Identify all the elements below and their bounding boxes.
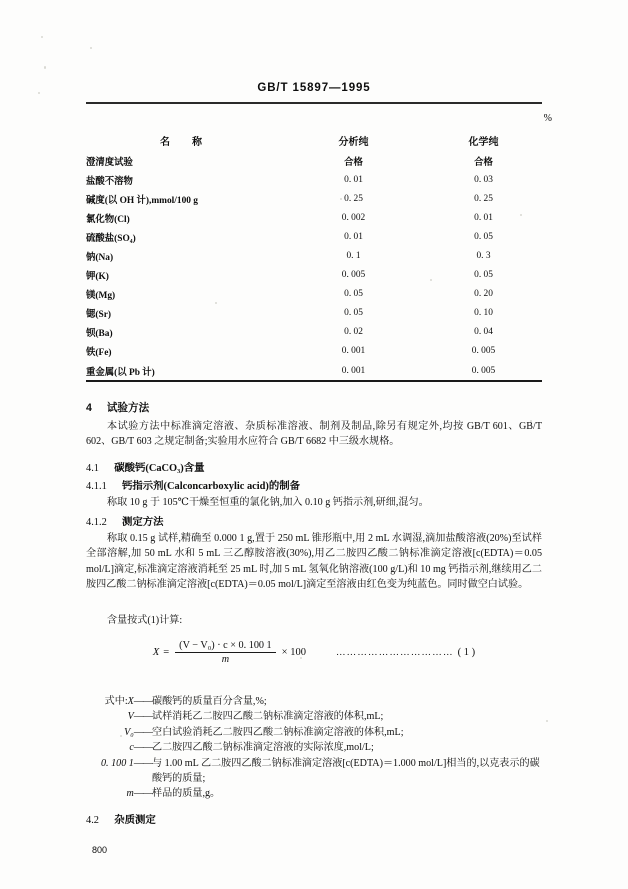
table-row: [86, 151, 542, 170]
section-4-1-number: 4.1: [86, 463, 99, 474]
section-4-1-2-title: 测定方法: [122, 517, 164, 528]
table-row: [86, 227, 542, 246]
table-cell-name: 澄清度试验: [86, 157, 133, 168]
definition-row: [86, 694, 542, 709]
definition-row: [86, 786, 542, 801]
section-4-title: 试验方法: [106, 402, 150, 414]
table-cell-name: 钡(Ba): [86, 329, 113, 340]
table-cell-analytical: 0. 001: [341, 346, 366, 357]
table-cell-analytical: 0. 05: [344, 289, 363, 300]
table-cell-name: 重金属(以 Pb 计): [86, 367, 155, 378]
section-4-1-1-body: 称取 10 g 于 105℃干燥至恒重的氯化钠,加入 0.10 g 钙指示剂,研细,混匀。: [107, 497, 429, 508]
formula-equals: =: [163, 647, 170, 658]
definition-symbol: V₀——: [124, 726, 152, 738]
table-row: [86, 361, 542, 380]
definition-symbol: 式中:X——: [104, 696, 152, 707]
definition-row: [86, 756, 542, 787]
definition-symbol: m——: [126, 788, 152, 800]
definition-symbol: 0. 100 1——: [101, 757, 152, 769]
table-cell-chemical: 0. 005: [471, 365, 496, 376]
formula-lhs: X: [152, 647, 160, 658]
table-cell-name: 锶(Sr): [86, 310, 111, 321]
table-cell-analytical: 0. 002: [341, 212, 366, 223]
formula-leader-dots: ……………………………: [335, 647, 454, 658]
section-4-2-heading: [86, 811, 156, 826]
table-cell-name: 氯化物(Cl): [86, 214, 130, 225]
table-cell-analytical: 0. 005: [341, 270, 366, 281]
section-4-number: 4: [86, 402, 92, 414]
page-number: 800: [92, 845, 108, 855]
section-4-heading: [86, 400, 149, 415]
section-4-body: 本试验方法中标准滴定溶液、杂质标准溶液、制剂及制品,除另有规定外,均按 GB/T 601、GB/T 602、GB/T 603 之规定制备;实验用水应符合 GB/T 6682 中三级水规格。: [86, 421, 542, 448]
table-row: [86, 189, 542, 208]
table-bottom-rule: [86, 380, 542, 382]
table-row: [86, 342, 542, 361]
table-row: [86, 208, 542, 227]
table-cell-analytical: 合格: [344, 157, 363, 168]
scan-speck: [546, 720, 548, 722]
table-row: [86, 323, 542, 342]
formula-block: [86, 640, 542, 665]
table-cell-chemical: 0. 10: [474, 308, 493, 319]
table-cell-analytical: 0. 01: [344, 231, 363, 242]
section-4-1-title: 碳酸钙(CaCO₃)含量: [114, 463, 205, 474]
section-4-1-1-number: 4.1.1: [86, 481, 107, 492]
running-head-standard-number: GB/T 15897—1995: [257, 82, 371, 94]
definitions-lead: 式中:: [104, 696, 128, 707]
formula-numerator: (V − V₀) · c × 0. 100 1: [175, 640, 275, 653]
scan-speck: [38, 92, 40, 94]
table-cell-chemical: 0. 04: [474, 327, 493, 338]
specification-table: [86, 129, 542, 380]
table-cell-chemical: 0. 05: [474, 270, 493, 281]
definition-row: [86, 709, 542, 724]
section-4-2-number: 4.2: [86, 815, 99, 826]
definition-symbol: c——: [129, 742, 152, 754]
table-cell-name: 钠(Na): [86, 253, 114, 264]
specification-table-wrapper: [86, 129, 542, 382]
section-4-1-2-heading: [86, 513, 164, 528]
table-cell-name: 铁(Fe): [86, 348, 112, 359]
section-4-1-1-heading: [86, 477, 300, 492]
table-cell-name: 钾(K): [86, 272, 109, 283]
symbol-definition-list: [86, 694, 542, 802]
definition-text: 与 1.00 mL 乙二胺四乙酸二钠标准滴定溶液[c(EDTA)＝1.000 mol/L]相当的,以克表示的碳酸钙的质量;: [152, 757, 540, 785]
table-cell-chemical: 0. 3: [476, 251, 491, 262]
definition-text: 碳酸钙的质量百分含量,%;: [152, 696, 267, 707]
table-row: [86, 266, 542, 285]
table-cell-analytical: 0. 02: [344, 327, 363, 338]
definition-text: 试样消耗乙二胺四乙酸二钠标准滴定溶液的体积,mL;: [152, 711, 384, 723]
formula-multiplier: × 100: [281, 647, 306, 658]
table-cell-name: 碱度(以 OH 计),mmol/100 g: [86, 195, 198, 206]
table-row: [86, 170, 542, 189]
table-cell-analytical: 0. 001: [341, 365, 366, 376]
table-unit-marker: %: [543, 113, 552, 124]
table-row: [86, 304, 542, 323]
scan-speck: [41, 36, 43, 38]
table-cell-analytical: 0. 25: [344, 193, 363, 204]
definition-text: 乙二胺四乙酸二钠标准滴定溶液的实际浓度,mol/L;: [152, 742, 374, 754]
table-cell-chemical: 0. 005: [471, 346, 496, 357]
table-header-analytical: 分析纯: [338, 136, 369, 148]
section-4-1-1-title: 钙指示剂(Calconcarboxylic acid)的制备: [122, 481, 301, 492]
section-4-1-2-body: 称取 0.15 g 试样,精确至 0.000 1 g,置于 250 mL 锥形瓶中,用 2 mL 水调湿,滴加盐酸溶液(20%)至试样全部溶解,加 50 mL 水和 5 mL 三乙醇胺溶液(30%),用乙二胺四乙酸二钠标准滴定溶液[c(EDTA)＝0.05 mol/L]滴定,标准滴定溶液消耗至 25 mL 时,加 5 mL 氢氧化钠溶液(100 g/L)和 10 mg 钙指示剂,继续用乙二胺四乙酸二钠标准滴定溶液[c(EDTA)＝0.05 mol/L]滴定至溶液由红色变为纯蓝色。同时做空白试验。: [86, 533, 542, 590]
formula-denominator: m: [221, 654, 230, 665]
table-cell-chemical: 0. 01: [474, 212, 493, 223]
table-header-chemical: 化学纯: [468, 136, 499, 148]
table-header-name: 名 称: [160, 136, 208, 148]
definition-text: 样品的质量,g。: [152, 788, 221, 800]
section-4-1-heading: [86, 459, 205, 474]
table-cell-name: 硫酸盐(SO₄): [86, 233, 136, 244]
table-cell-analytical: 0. 05: [344, 308, 363, 319]
table-cell-name: 盐酸不溶物: [86, 176, 133, 187]
table-cell-chemical: 合格: [474, 157, 493, 168]
definition-row: [86, 725, 542, 740]
table-cell-analytical: 0. 1: [346, 251, 361, 262]
table-row: [86, 285, 542, 304]
table-header-row: [86, 129, 542, 151]
table-cell-chemical: 0. 05: [474, 231, 493, 242]
table-cell-chemical: 0. 25: [474, 193, 493, 204]
table-cell-chemical: 0. 03: [474, 174, 493, 185]
definition-text: 空白试验消耗乙二胺四乙酸二钠标准滴定溶液的体积,mL;: [152, 726, 404, 738]
definition-row: [86, 740, 542, 755]
calculation-lead-in: 含量按式(1)计算:: [107, 615, 183, 626]
table-row: [86, 246, 542, 265]
definition-symbol: V——: [127, 711, 152, 723]
section-4-1-2-number: 4.1.2: [86, 517, 107, 528]
table-cell-analytical: 0. 01: [344, 174, 363, 185]
table-cell-chemical: 0. 20: [474, 289, 493, 300]
formula-fraction: [175, 640, 275, 665]
scan-speck: [90, 47, 92, 49]
scan-speck: [44, 66, 46, 69]
table-cell-name: 镁(Mg): [86, 291, 116, 302]
formula-number: ( 1 ): [457, 647, 476, 658]
header-rule: [86, 102, 542, 104]
section-4-2-title: 杂质测定: [114, 815, 156, 826]
